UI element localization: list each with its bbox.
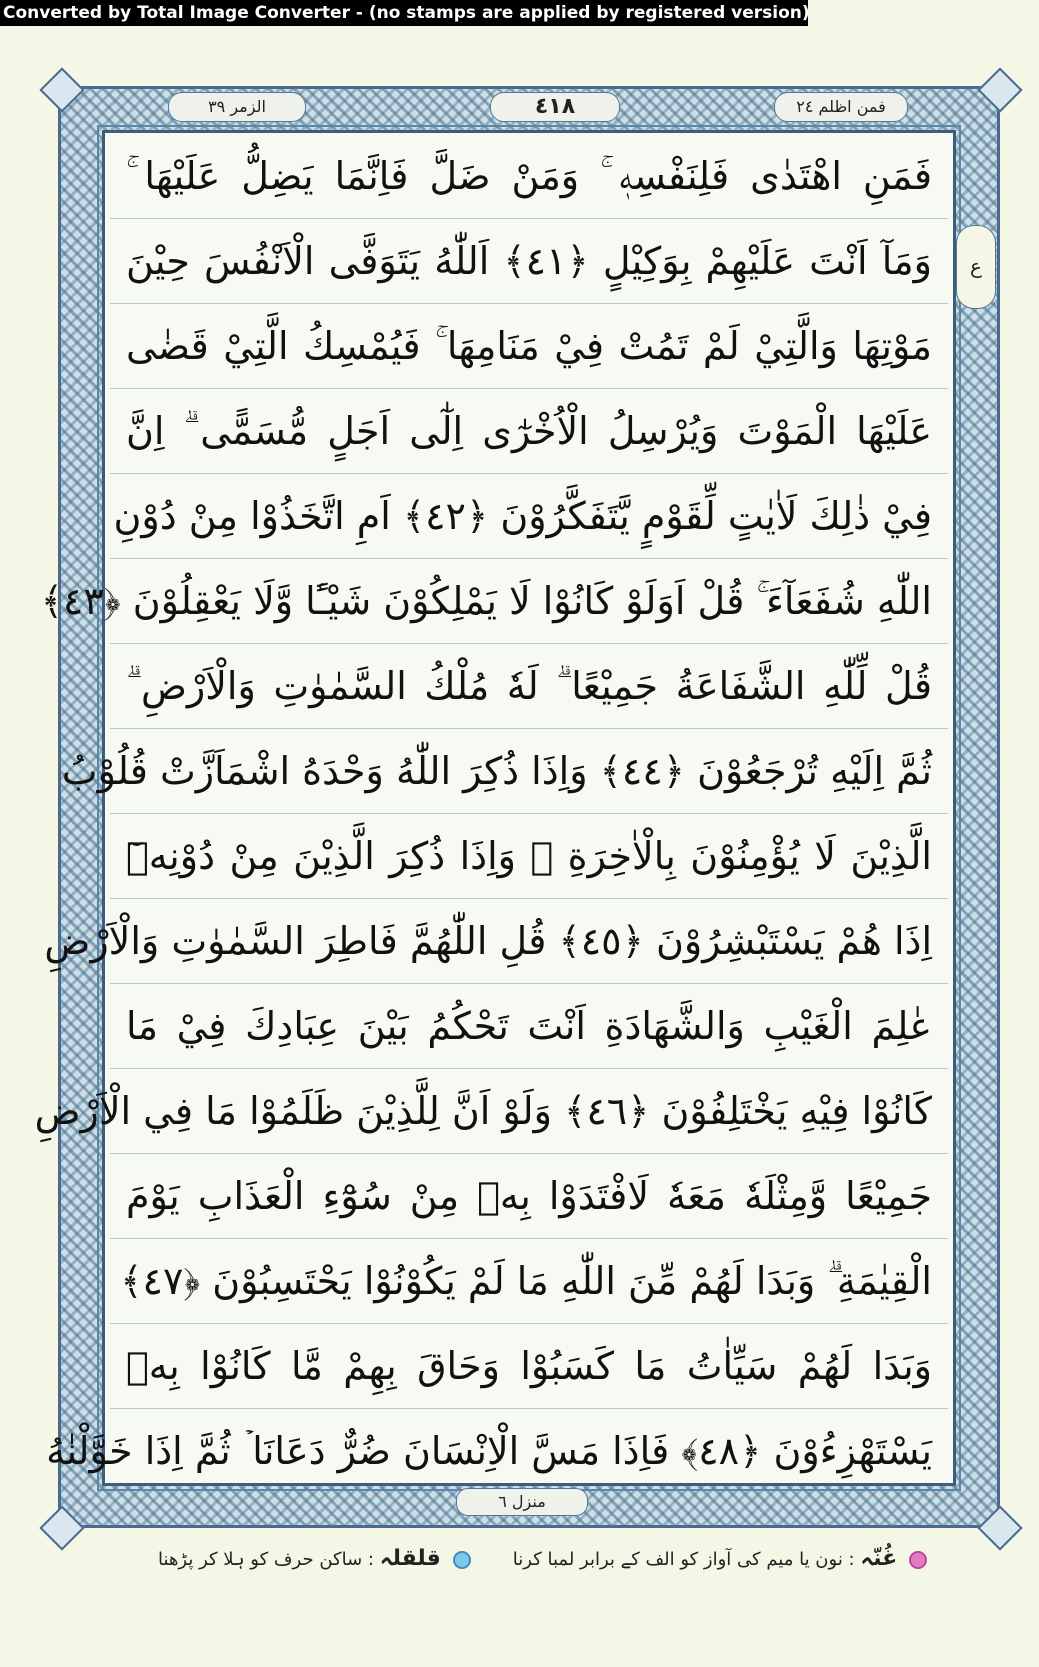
verse-line: فِيْ ذٰلِكَ لَاٰيٰتٍ لِّقَوْمٍ يَّتَفَكَّرُوْنَ ﴿٤٢﴾ اَمِ اتَّخَذُوْا مِنْ دُوْنِ <box>110 474 948 559</box>
verse-line: مَوْتِهَا وَالَّتِيْ لَمْ تَمُتْ فِيْ مَنَامِهَا ۚ فَيُمْسِكُ الَّتِيْ قَضٰى <box>110 304 948 389</box>
legend-term: غُنّہ <box>860 1546 898 1571</box>
legend-term: قلقلہ <box>379 1546 441 1571</box>
verse-line: وَبَدَا لَهُمْ سَيِّاٰتُ مَا كَسَبُوْا وَحَاقَ بِهِمْ مَّا كَانُوْا بِهٖ <box>110 1324 948 1409</box>
converter-watermark: Converted by Total Image Converter - (no stamps are applied by registered version) <box>0 0 808 26</box>
ruku-marker: ع <box>956 225 996 309</box>
verse-line: جَمِيْعًا وَّمِثْلَهٗ مَعَهٗ لَافْتَدَوْا بِهٖ مِنْ سُوْٓءِ الْعَذَابِ يَوْمَ <box>110 1154 948 1239</box>
page-number: ٤١٨ <box>490 92 620 122</box>
verse-lines <box>34 134 948 1494</box>
para-label: فمن اظلم ٢٤ <box>774 92 908 122</box>
ghunna-color-icon <box>909 1551 927 1569</box>
legend-description: : نون یا میم کی آواز کو الف کے برابر لمبا کرنا <box>512 1549 855 1570</box>
verse-line: فَمَنِ اهْتَدٰى فَلِنَفْسِهٖ ۚ وَمَنْ ضَلَّ فَاِنَّمَا يَضِلُّ عَلَيْهَا ۚ <box>110 134 948 219</box>
verse-line: عَلَيْهَا الْمَوْتَ وَيُرْسِلُ الْاُخْرٰٓى اِلٰٓى اَجَلٍ مُّسَمًّى ۗ اِنَّ <box>110 389 948 474</box>
verse-line: الَّذِيْنَ لَا يُؤْمِنُوْنَ بِالْاٰخِرَةِ ۚ وَاِذَا ذُكِرَ الَّذِيْنَ مِنْ دُوْنِهٖٓ <box>110 814 948 899</box>
legend-qalqala <box>158 1546 471 1571</box>
verse-line: عٰلِمَ الْغَيْبِ وَالشَّهَادَةِ اَنْتَ تَحْكُمُ بَيْنَ عِبَادِكَ فِيْ مَا <box>110 984 948 1069</box>
verse-line: وَمَآ اَنْتَ عَلَيْهِمْ بِوَكِيْلٍ ﴿٤١﴾ اَللّٰهُ يَتَوَفَّى الْاَنْفُسَ حِيْنَ <box>110 219 948 304</box>
verse-line: قُلْ لِّلّٰهِ الشَّفَاعَةُ جَمِيْعًا ۗ لَهٗ مُلْكُ السَّمٰوٰتِ وَالْاَرْضِ ۗ <box>110 644 948 729</box>
legend-description: : ساکن حرف کو ہلا کر پڑھنا <box>158 1549 374 1570</box>
verse-line: كَانُوْا فِيْهِ يَخْتَلِفُوْنَ ﴿٤٦﴾ وَلَوْ اَنَّ لِلَّذِيْنَ ظَلَمُوْا مَا فِي الْاَرْضِ <box>110 1069 948 1154</box>
verse-line: اِذَا هُمْ يَسْتَبْشِرُوْنَ ﴿٤٥﴾ قُلِ اللّٰهُمَّ فَاطِرَ السَّمٰوٰتِ وَالْاَرْضِ <box>110 899 948 984</box>
qalqala-color-icon <box>453 1551 471 1569</box>
verse-line: يَسْتَهْزِءُوْنَ ﴿٤٨﴾ فَاِذَا مَسَّ الْاِنْسَانَ ضُرٌّ دَعَانَا ۡ ثُمَّ اِذَا خَوَّلْنٰهُ <box>46 1429 932 1473</box>
manzil-label: منزل ٦ <box>456 1488 588 1516</box>
verse-line: اللّٰهِ شُفَعَآءَ ۚ قُلْ اَوَلَوْ كَانُوْا لَا يَمْلِكُوْنَ شَيْـًٔا وَّلَا يَعْقِلُوْنَ ﴿٤٣﴾ <box>110 559 948 644</box>
legend-ghunna <box>513 1546 927 1571</box>
surah-label: الزمر ٣٩ <box>168 92 306 122</box>
verse-line: ثُمَّ اِلَيْهِ تُرْجَعُوْنَ ﴿٤٤﴾ وَاِذَا ذُكِرَ اللّٰهُ وَحْدَهُ اشْمَاَزَّتْ قُلُوْبُ <box>110 729 948 814</box>
verse-line: الْقِيٰمَةِ ۗ وَبَدَا لَهُمْ مِّنَ اللّٰهِ مَا لَمْ يَكُوْنُوْا يَحْتَسِبُوْنَ ﴿٤٧﴾ <box>110 1239 948 1324</box>
